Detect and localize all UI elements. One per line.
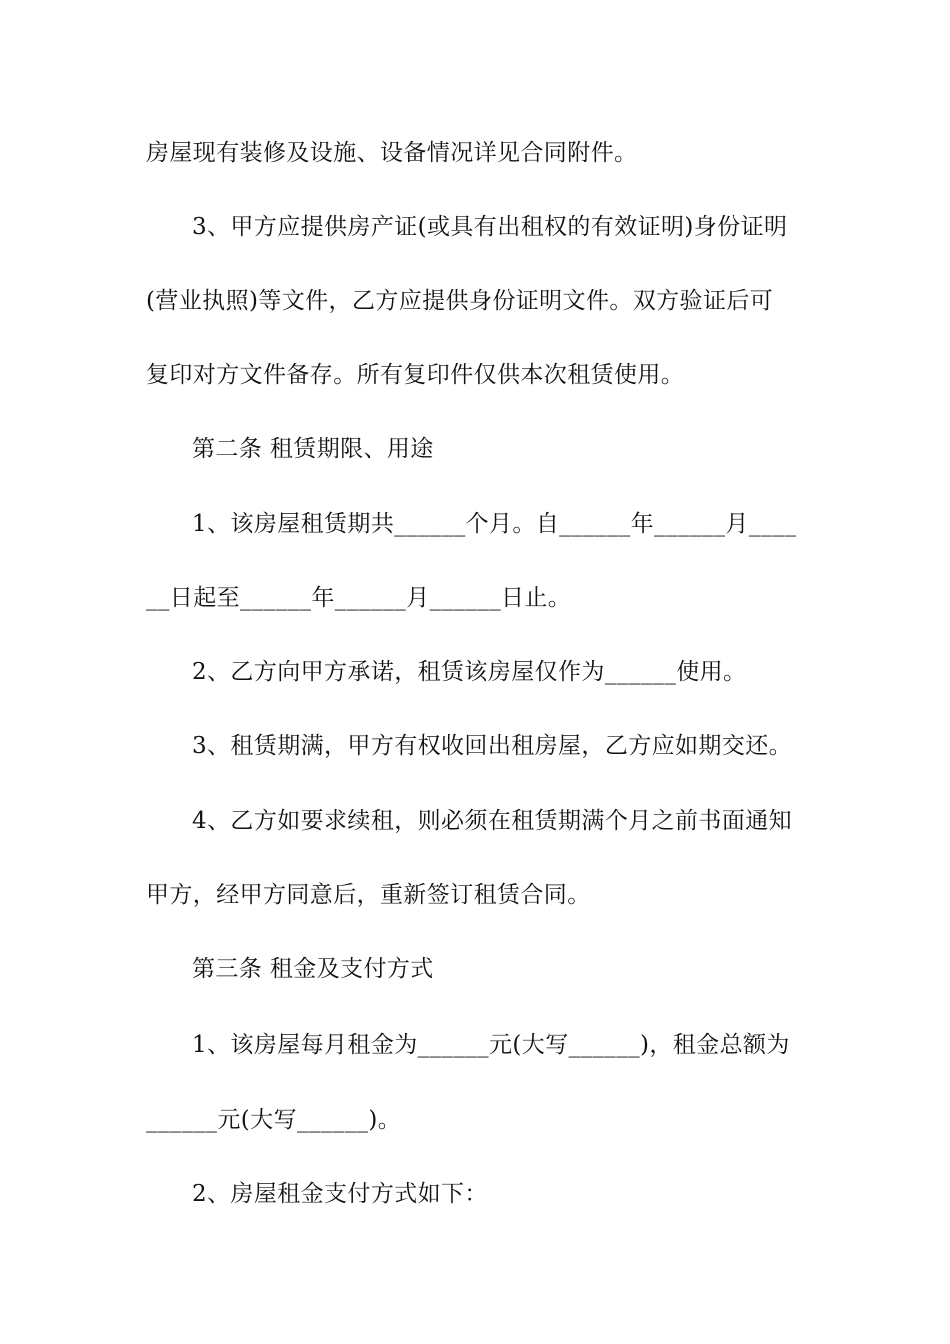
paragraph-line: 2、乙方向甲方承诺，租赁该房屋仅作为______使用。	[192, 659, 747, 685]
paragraph-line: 1、该房屋租赁期共______个月。自______年______月____	[192, 511, 797, 537]
paragraph-line: 3、甲方应提供房产证(或具有出租权的有效证明)身份证明	[192, 214, 788, 240]
paragraph-line: 2、房屋租金支付方式如下：	[192, 1181, 488, 1207]
paragraph-line: __日起至______年______月______日止。	[146, 585, 572, 611]
paragraph-line: 甲方，经甲方同意后，重新签订租赁合同。	[146, 882, 591, 908]
paragraph-line: 复印对方文件备存。所有复印件仅供本次租赁使用。	[146, 362, 685, 388]
section-heading: 第二条 租赁期限、用途	[192, 436, 434, 462]
paragraph-line: 4、乙方如要求续租，则必须在租赁期满个月之前书面通知	[192, 808, 793, 834]
paragraph-line: 1、该房屋每月租金为______元(大写______)，租金总额为	[192, 1032, 790, 1058]
paragraph-line: (营业执照)等文件，乙方应提供身份证明文件。双方验证后可	[146, 288, 774, 314]
paragraph-line: 3、租赁期满，甲方有权收回出租房屋，乙方应如期交还。	[192, 733, 793, 759]
section-heading: 第三条 租金及支付方式	[192, 956, 434, 982]
paragraph-line: ______元(大写______)。	[146, 1107, 402, 1133]
paragraph-line: 房屋现有装修及设施、设备情况详见合同附件。	[146, 140, 638, 166]
